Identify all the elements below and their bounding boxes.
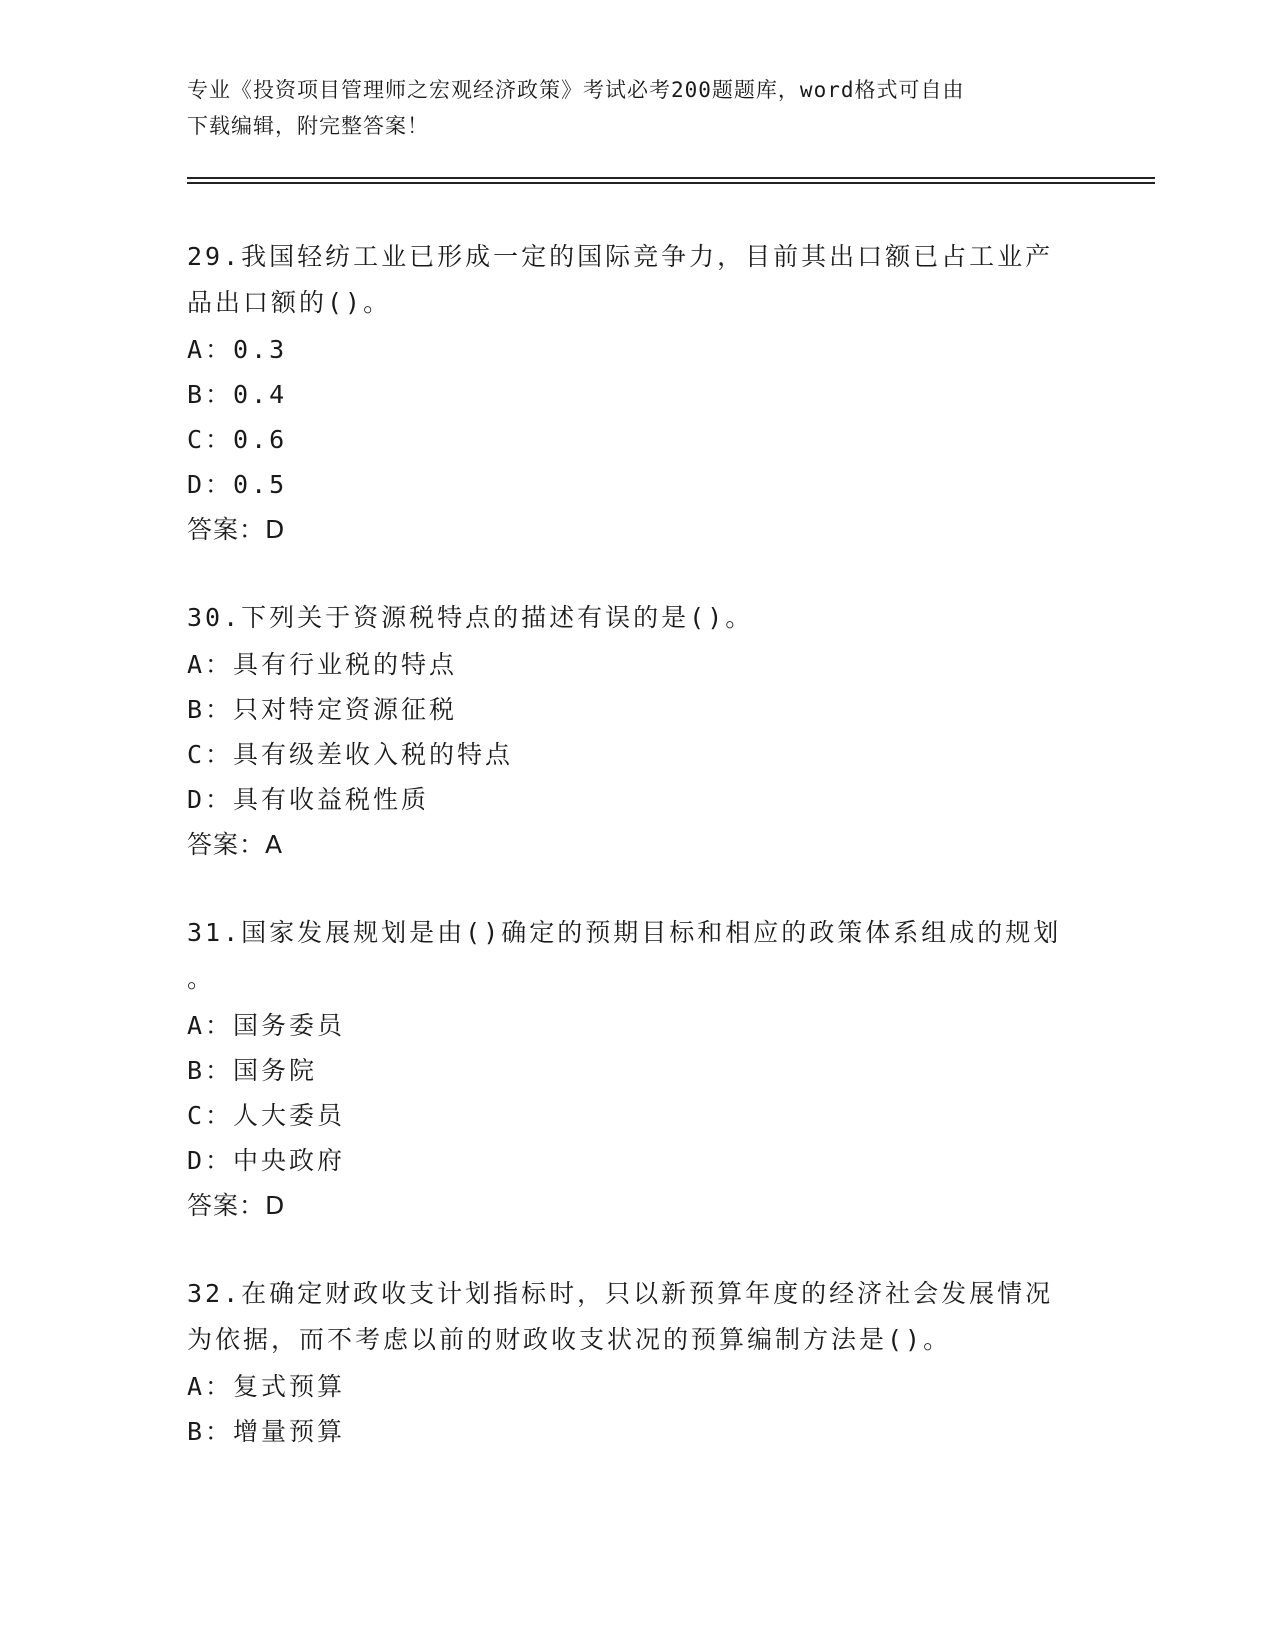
option-c: C：人大委员 bbox=[187, 1101, 346, 1130]
option-b: B：增量预算 bbox=[187, 1417, 346, 1446]
header-line-2: 下载编辑，附完整答案！ bbox=[187, 114, 429, 138]
option-d: D：具有收益税性质 bbox=[187, 785, 430, 814]
header-divider-top bbox=[187, 177, 1155, 179]
option-a: A：0.3 bbox=[187, 335, 288, 364]
header-divider-bottom bbox=[187, 182, 1155, 184]
option-a: A：复式预算 bbox=[187, 1372, 346, 1401]
question-32 bbox=[187, 1272, 1077, 1454]
answer-label: 答案：D bbox=[187, 515, 286, 544]
option-a: A：具有行业税的特点 bbox=[187, 650, 458, 679]
option-c: C：具有级差收入税的特点 bbox=[187, 740, 514, 769]
option-d: D：中央政府 bbox=[187, 1146, 346, 1175]
option-d: D：0.5 bbox=[187, 470, 288, 499]
header-line-1: 专业《投资项目管理师之宏观经济政策》考试必考200题题库，word格式可自由 bbox=[187, 78, 965, 102]
option-c: C：0.6 bbox=[187, 425, 288, 454]
document-header bbox=[187, 72, 1067, 144]
question-stem-line: 品出口额的()。 bbox=[187, 288, 392, 317]
answer-label: 答案：A bbox=[187, 830, 284, 859]
option-a: A：国务委员 bbox=[187, 1011, 346, 1040]
question-stem-line: 29.我国轻纺工业已形成一定的国际竞争力，目前其出口额已占工业产 bbox=[187, 242, 1054, 271]
question-stem-line: 。 bbox=[187, 964, 216, 993]
question-list bbox=[187, 235, 1077, 1498]
question-stem-line: 32.在确定财政收支计划指标时，只以新预算年度的经济社会发展情况 bbox=[187, 1279, 1054, 1308]
option-b: B：国务院 bbox=[187, 1056, 318, 1085]
question-29 bbox=[187, 235, 1077, 552]
question-stem-line: 为依据，而不考虑以前的财政收支状况的预算编制方法是()。 bbox=[187, 1325, 952, 1354]
answer-label: 答案：D bbox=[187, 1191, 286, 1220]
question-stem-line: 31.国家发展规划是由()确定的预期目标和相应的政策体系组成的规划 bbox=[187, 918, 1062, 947]
question-31 bbox=[187, 911, 1077, 1228]
option-b: B：只对特定资源征税 bbox=[187, 695, 458, 724]
option-b: B：0.4 bbox=[187, 380, 288, 409]
question-30 bbox=[187, 596, 1077, 867]
question-stem-line: 30.下列关于资源税特点的描述有误的是()。 bbox=[187, 603, 754, 632]
